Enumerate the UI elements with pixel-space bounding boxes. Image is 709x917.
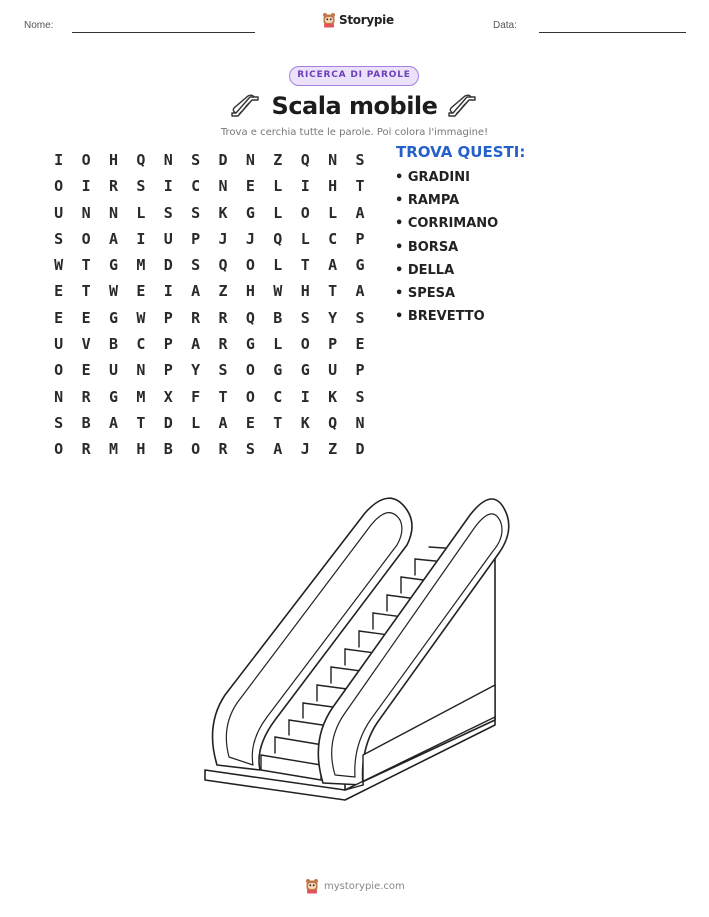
grid-letter[interactable]: Y (328, 308, 338, 327)
grid-letter[interactable]: J (245, 229, 255, 248)
grid-letter[interactable]: I (300, 387, 310, 406)
storypie-mascot-icon (305, 878, 319, 894)
grid-letter[interactable]: B (163, 440, 173, 459)
grid-letter[interactable]: U (163, 229, 173, 248)
grid-letter[interactable]: N (136, 361, 146, 380)
grid-letter[interactable]: T (300, 256, 310, 275)
grid-letter[interactable]: W (273, 282, 283, 301)
grid-letter[interactable]: O (245, 387, 255, 406)
grid-letter[interactable]: N (81, 203, 91, 222)
grid-letter[interactable]: N (218, 177, 228, 196)
word-list-title: TROVA QUESTI: (396, 143, 526, 161)
grid-letter[interactable]: N (108, 203, 118, 222)
grid-letter[interactable]: G (245, 203, 255, 222)
grid-letter[interactable]: Q (300, 151, 310, 169)
date-field[interactable] (539, 32, 686, 33)
grid-letter[interactable]: Y (191, 361, 201, 380)
word-item: • BORSA (395, 240, 498, 263)
grid-letter[interactable]: R (191, 308, 201, 327)
grid-letter[interactable]: I (163, 282, 173, 301)
grid-letter[interactable]: B (273, 308, 283, 327)
grid-letter[interactable]: C (273, 387, 283, 406)
storypie-mascot-icon (322, 12, 336, 28)
grid-letter[interactable]: U (108, 361, 118, 380)
grid-letter[interactable]: P (355, 361, 365, 380)
grid-letter[interactable]: S (218, 361, 228, 380)
grid-letter[interactable]: O (300, 335, 310, 354)
grid-letter[interactable]: A (355, 282, 365, 301)
grid-letter[interactable]: P (163, 361, 173, 380)
grid-letter[interactable]: O (54, 177, 64, 196)
grid-letter[interactable]: M (108, 440, 118, 459)
grid-letter[interactable]: K (328, 387, 338, 406)
grid-letter[interactable]: E (355, 335, 365, 354)
name-label: Nome: (24, 20, 54, 31)
grid-letter[interactable]: S (245, 440, 255, 459)
grid-letter[interactable]: S (355, 151, 365, 169)
word-item: • SPESA (395, 286, 498, 309)
grid-letter[interactable]: M (136, 256, 146, 275)
grid-letter[interactable]: I (136, 229, 146, 248)
grid-letter[interactable]: A (191, 335, 201, 354)
grid-letter[interactable]: K (218, 203, 228, 222)
grid-letter[interactable]: A (328, 256, 338, 275)
grid-letter[interactable]: N (245, 151, 255, 169)
grid-letter[interactable]: U (54, 203, 64, 222)
grid-letter[interactable]: U (328, 361, 338, 380)
grid-letter[interactable]: C (328, 229, 338, 248)
grid-letter[interactable]: E (81, 361, 91, 380)
grid-letter[interactable]: H (300, 282, 310, 301)
grid-letter[interactable]: O (245, 361, 255, 380)
escalator-coloring-illustration (195, 485, 515, 805)
grid-letter[interactable]: R (218, 308, 228, 327)
grid-letter[interactable]: Q (245, 308, 255, 327)
footer-url: mystorypie.com (324, 880, 405, 892)
grid-letter[interactable]: Z (218, 282, 228, 301)
grid-letter[interactable]: Q (273, 229, 283, 248)
word-item: • DELLA (395, 263, 498, 286)
grid-letter[interactable]: N (163, 151, 173, 169)
page-title: Scala mobile (271, 92, 438, 120)
escalator-right-icon (447, 94, 479, 118)
grid-letter[interactable]: H (328, 177, 338, 196)
grid-letter[interactable]: E (81, 308, 91, 327)
grid-letter[interactable]: O (300, 203, 310, 222)
grid-letter[interactable]: N (355, 413, 365, 432)
grid-letter[interactable]: J (300, 440, 310, 459)
grid-letter[interactable]: R (218, 335, 228, 354)
grid-letter[interactable]: H (245, 282, 255, 301)
grid-letter[interactable]: L (191, 413, 201, 432)
grid-letter[interactable]: Q (218, 256, 228, 275)
grid-letter[interactable]: P (163, 335, 173, 354)
grid-letter[interactable]: S (355, 387, 365, 406)
grid-letter[interactable]: Q (136, 151, 146, 169)
grid-letter[interactable]: L (273, 256, 283, 275)
grid-letter[interactable]: I (54, 151, 64, 169)
title-row (0, 92, 709, 120)
footer (305, 878, 405, 894)
grid-letter[interactable]: H (136, 440, 146, 459)
brand-name: Storypie (339, 13, 394, 27)
grid-letter[interactable]: W (136, 308, 146, 327)
grid-letter[interactable]: N (54, 387, 64, 406)
grid-letter[interactable]: T (328, 282, 338, 301)
grid-letter[interactable]: D (163, 256, 173, 275)
grid-letter[interactable]: I (163, 177, 173, 196)
grid-letter[interactable]: O (191, 440, 201, 459)
grid-letter[interactable]: O (54, 361, 64, 380)
category-badge: RICERCA DI PAROLE (289, 66, 419, 86)
brand-logo (322, 12, 394, 28)
grid-letter[interactable]: K (300, 413, 310, 432)
grid-letter[interactable]: L (273, 203, 283, 222)
grid-letter[interactable]: T (81, 282, 91, 301)
grid-letter[interactable]: R (218, 440, 228, 459)
grid-letter[interactable]: X (163, 387, 173, 406)
word-item: • RAMPA (395, 193, 498, 216)
word-item: • CORRIMANO (395, 216, 498, 239)
grid-letter[interactable]: B (81, 413, 91, 432)
grid-letter[interactable]: T (355, 177, 365, 196)
grid-letter[interactable]: S (191, 256, 201, 275)
grid-letter[interactable]: E (54, 308, 64, 327)
grid-letter[interactable]: C (136, 335, 146, 354)
grid-letter[interactable]: P (191, 229, 201, 248)
grid-letter[interactable]: S (54, 413, 64, 432)
grid-letter[interactable]: A (273, 440, 283, 459)
grid-letter[interactable]: E (245, 413, 255, 432)
word-search-grid[interactable] (45, 147, 374, 463)
grid-letter[interactable]: T (81, 256, 91, 275)
grid-letter[interactable]: S (355, 308, 365, 327)
grid-letter[interactable]: I (300, 177, 310, 196)
grid-letter[interactable]: E (136, 282, 146, 301)
name-field[interactable] (72, 32, 255, 33)
word-item: • BREVETTO (395, 309, 498, 332)
grid-letter[interactable]: S (136, 177, 146, 196)
grid-letter[interactable]: Q (328, 413, 338, 432)
grid-letter[interactable]: O (54, 440, 64, 459)
grid-letter[interactable]: A (191, 282, 201, 301)
grid-letter[interactable]: D (355, 440, 365, 459)
date-label: Data: (493, 20, 517, 31)
grid-letter[interactable]: A (218, 413, 228, 432)
grid-letter[interactable]: D (218, 151, 228, 169)
grid-letter[interactable]: S (54, 229, 64, 248)
grid-letter[interactable]: T (273, 413, 283, 432)
instructions: Trova e cerchia tutte le parole. Poi colora l'immagine! (220, 127, 489, 138)
grid-letter[interactable]: S (191, 151, 201, 169)
grid-letter[interactable]: V (81, 335, 91, 354)
grid-letter[interactable]: G (108, 256, 118, 275)
grid-letter[interactable]: W (54, 256, 64, 275)
grid-letter[interactable]: N (328, 151, 338, 169)
grid-letter[interactable]: L (273, 335, 283, 354)
word-list (395, 170, 498, 332)
word-item: • GRADINI (395, 170, 498, 193)
grid-letter[interactable]: J (218, 229, 228, 248)
grid-letter[interactable]: P (328, 335, 338, 354)
grid-letter[interactable]: D (163, 413, 173, 432)
grid-letter[interactable]: A (355, 203, 365, 222)
grid-letter[interactable]: A (108, 413, 118, 432)
grid-letter[interactable]: L (328, 203, 338, 222)
grid-letter[interactable]: R (108, 177, 118, 196)
grid-letter[interactable]: O (81, 229, 91, 248)
grid-letter[interactable]: G (108, 387, 118, 406)
grid-letter[interactable]: R (81, 387, 91, 406)
grid-letter[interactable]: L (273, 177, 283, 196)
grid-letter[interactable]: O (245, 256, 255, 275)
grid-letter[interactable]: E (245, 177, 255, 196)
grid-letter[interactable]: L (300, 229, 310, 248)
grid-letter[interactable]: G (245, 335, 255, 354)
grid-letter[interactable]: S (300, 308, 310, 327)
grid-letter[interactable]: B (108, 335, 118, 354)
grid-letter[interactable]: G (108, 308, 118, 327)
grid-letter[interactable]: U (54, 335, 64, 354)
escalator-left-icon (230, 94, 262, 118)
grid-letter[interactable]: G (273, 361, 283, 380)
grid-letter[interactable]: G (300, 361, 310, 380)
grid-letter[interactable]: M (136, 387, 146, 406)
grid-letter[interactable]: T (218, 387, 228, 406)
grid-letter[interactable]: R (81, 440, 91, 459)
grid-letter[interactable]: W (108, 282, 118, 301)
grid-letter[interactable]: P (163, 308, 173, 327)
grid-letter[interactable]: E (54, 282, 64, 301)
grid-letter[interactable]: F (191, 387, 201, 406)
grid-letter[interactable]: A (108, 229, 118, 248)
grid-letter[interactable]: L (136, 203, 146, 222)
grid-letter[interactable]: G (355, 256, 365, 275)
grid-letter[interactable]: O (81, 151, 91, 169)
grid-letter[interactable]: C (191, 177, 201, 196)
grid-letter[interactable]: P (355, 229, 365, 248)
grid-letter[interactable]: H (108, 151, 118, 169)
grid-letter[interactable]: T (136, 413, 146, 432)
grid-letter[interactable]: S (163, 203, 173, 222)
grid-letter[interactable]: Z (273, 151, 283, 169)
grid-letter[interactable]: S (191, 203, 201, 222)
grid-letter[interactable]: I (81, 177, 91, 196)
grid-letter[interactable]: Z (328, 440, 338, 459)
